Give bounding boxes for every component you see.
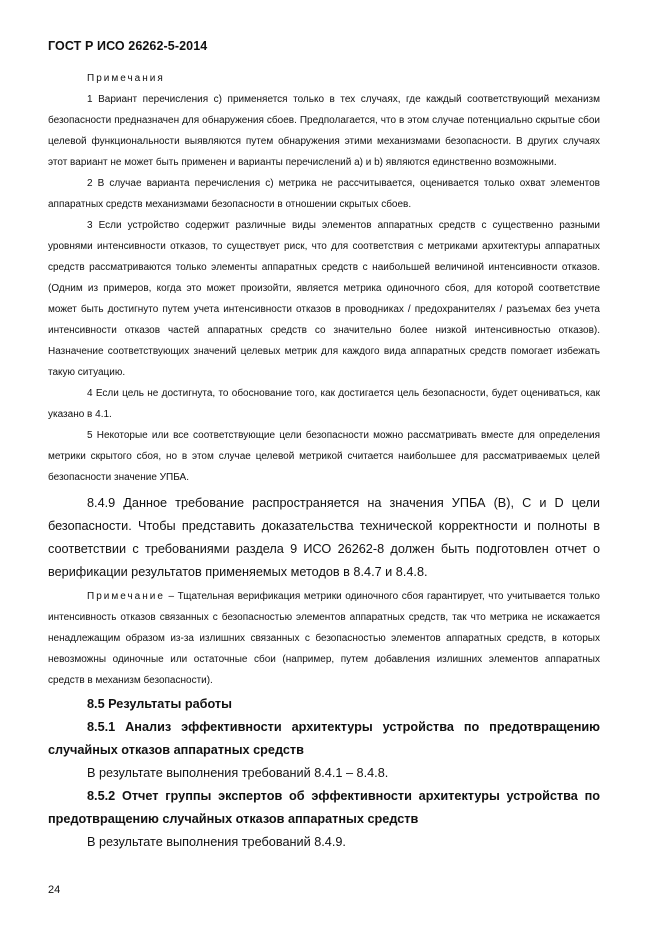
note-item-1: 1 Вариант перечисления с) применяется только в тех случаях, где каждый соответствующий механизм безопасности предназначен для обнаружения сбоев. Предполагается, что в этом случае потенциально скрытые сбои целевой функциональности выявляются путем обнаружения этими механизмами безопасности. В других случаях этот вариант не может быть применен и варианты перечислений a) и b) являются единственно возможными.: [48, 94, 600, 168]
document-body: [48, 68, 600, 854]
clause-8-5-2-title: 8.5.2 Отчет группы экспертов об эффективности архитектуры устройства по предотвращению случайных отказов аппаратных средств: [48, 789, 600, 826]
note-item-3: 3 Если устройство содержит различные виды элементов аппаратных средств с существенно разными уровнями интенсивности отказов, то существует риск, что для соответствия с метриками архитектуры аппаратных средств рассматриваются только элементы аппаратных средств с наибольшей величиной интенсивности отказов. (Одним из примеров, когда это может произойти, является метрика одиночного сбоя, для которой соответствие может быть достигнуто путем учета интенсивности отказов в проводниках / предохранителях / разъемах без учета интенсивности отказов частей аппаратных средств со значительно более низкой интенсивностью отказов). Назначение соответствующих значений целевых метрик для каждого вида аппаратных средств помогает избежать такую ситуацию.: [48, 220, 600, 378]
note-item-4: 4 Если цель не достигнута, то обоснование того, как достигается цель безопасности, будет оцениваться, как указано в 4.1.: [48, 388, 600, 420]
single-note: [48, 586, 600, 691]
note-item-2: 2 В случае варианта перечисления с) метрика не рассчитывается, оценивается только охват элементов аппаратных средств механизмами безопасности в отношении скрытых сбоев.: [48, 178, 600, 210]
single-note-label: Примечание: [87, 591, 165, 602]
clause-8-5-2-text: В результате выполнения требований 8.4.9.: [87, 835, 346, 849]
clause-8-4-9: 8.4.9 Данное требование распространяется на значения УПБА (B), C и D цели безопасности. Чтобы представить доказательства технической корректности и полноты в соответствии с требованиями раздела 9 ИСО 26262-8 должен быть подготовлен отчет о верификации результатов применяемых методов в 8.4.7 и 8.4.8.: [48, 496, 600, 579]
section-8-5-title: 8.5 Результаты работы: [87, 697, 232, 711]
document-header: ГОСТ Р ИСО 26262-5-2014: [48, 39, 208, 53]
single-note-text: – Тщательная верификация метрики одиночного сбоя гарантирует, что учитывается только интенсивность отказов связанных с безопасностью элементов аппаратных средств, так что метрика не искажается ненадлежащим образом из-за излишних связанных с безопасностью элементов аппаратных средств, в которых невозможны одиночные или остаточные сбои (например, путем добавления излишних элементов аппаратных средств в механизм безопасности).: [48, 591, 600, 686]
clause-8-5-1-title: 8.5.1 Анализ эффективности архитектуры устройства по предотвращению случайных отказов аппаратных средств: [48, 720, 600, 757]
notes-heading: Примечания: [87, 73, 165, 84]
note-item-5: 5 Некоторые или все соответствующие цели безопасности можно рассматривать вместе для определения метрики скрытого сбоя, но в этом случае целевой метрикой считается наибольшее для рассматриваемых целей безопасности значение УПБА.: [48, 430, 600, 483]
clause-8-5-1-text: В результате выполнения требований 8.4.1 – 8.4.8.: [87, 766, 389, 780]
page-number: 24: [48, 884, 61, 896]
